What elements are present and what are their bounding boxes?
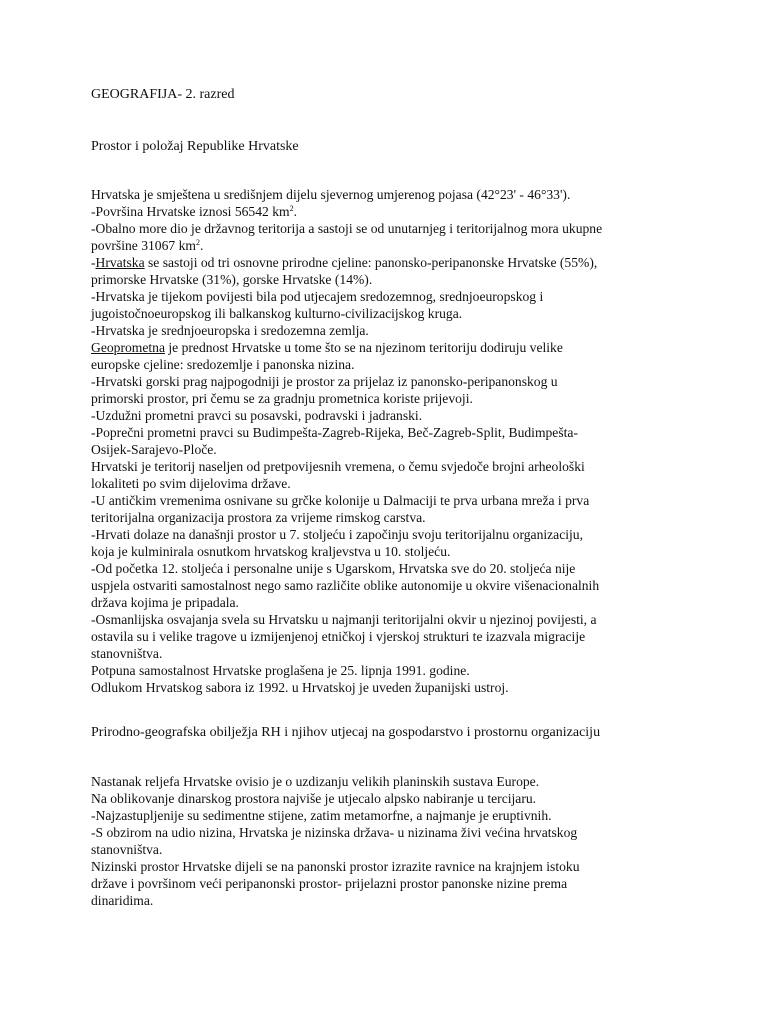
paragraph-line: država kojima je pripadala. bbox=[91, 595, 239, 610]
paragraph-line: Nizinski prostor Hrvatske dijeli se na panonski prostor izrazite ravnice na krajnjem istoku bbox=[91, 859, 580, 874]
paragraph-line: ostavila su i velike tragove u izmijenjenoj etničkoj i vjerskoj strukturi te izazvala migracije bbox=[91, 629, 586, 644]
section-title-prostor: Prostor i položaj Republike Hrvatske bbox=[91, 139, 299, 154]
paragraph-line: jugoistočnoeuropskog ili balkanskog kulturno-civilizacijskog kruga. bbox=[91, 306, 463, 321]
paragraph-line: Hrvatski je teritorij naseljen od pretpovijesnih vremena, o čemu svjedoče brojni arheološki bbox=[91, 459, 585, 474]
paragraph-line: Na oblikovanje dinarskog prostora najviše je utjecalo alpsko nabiranje u tercijaru. bbox=[91, 791, 537, 806]
paragraph-line: Hrvatska je smještena u središnjem dijelu sjevernog umjerenog pojasa (42°23' - 46°33'). bbox=[91, 187, 571, 202]
paragraph-line: -Obalno more dio je državnog teritorija a sastoji se od unutarnjeg i teritorijalnog mora ukupne bbox=[91, 221, 603, 236]
paragraph-line: Potpuna samostalnost Hrvatske proglašena je 25. lipnja 1991. godine. bbox=[91, 663, 470, 678]
underlined-term: Geoprometna bbox=[91, 340, 165, 355]
paragraph-line: europske cjeline: sredozemlje i panonska nizina. bbox=[91, 357, 355, 372]
paragraph-line: Osijek-Sarajevo-Ploče. bbox=[91, 442, 217, 457]
section-body-prostor bbox=[91, 186, 651, 696]
paragraph-line: uspjela ostvariti samostalnost nego samo različite oblike autonomije u okvire višenacionalnih bbox=[91, 578, 600, 593]
paragraph-line: -S obzirom na udio nizina, Hrvatska je nizinska država- u nizinama živi većina hrvatskog bbox=[91, 825, 578, 840]
paragraph-line: dinaridima. bbox=[91, 893, 154, 908]
paragraph-line: -Površina Hrvatske iznosi 56542 $km^2$. bbox=[91, 204, 298, 219]
paragraph-line: stanovništva. bbox=[91, 646, 163, 661]
paragraph-line: Nastanak reljefa Hrvatske ovisio je o uzdizanju velikih planinskih sustava Europe. bbox=[91, 774, 540, 789]
paragraph-line: -Poprečni prometni pravci su Budimpešta-Zagreb-Rijeka, Beč-Zagreb-Split, Budimpešta- bbox=[91, 425, 578, 440]
paragraph-line: -Hrvatska je tijekom povijesti bila pod utjecajem sredozemnog, srednjoeuropskog i bbox=[91, 289, 544, 304]
document-title: GEOGRAFIJA- 2. razred bbox=[91, 87, 235, 102]
paragraph-line: teritorijalna organizacija prostora za vrijeme rimskog carstva. bbox=[91, 510, 426, 525]
underlined-term: Hrvatska bbox=[95, 255, 145, 270]
paragraph-line: primorski prostor, pri čemu se za gradnju prometnica koriste prijevoji. bbox=[91, 391, 473, 406]
paragraph-line: -U antičkim vremenima osnivane su grčke kolonije u Dalmaciji te prva urbana mreža i prva bbox=[91, 493, 590, 508]
paragraph-line: -Hrvatska se sastoji od tri osnovne prirodne cjeline: panonsko-peripanonske Hrvatske (55%), bbox=[91, 255, 598, 270]
paragraph-line: koja je kulminirala osnutkom hrvatskog kraljevstva u 10. stoljeću. bbox=[91, 544, 451, 559]
section-title-prirodno: Prirodno-geografska obilježja RH i njihov utjecaj na gospodarstvo i prostornu organizaciju bbox=[91, 725, 601, 740]
paragraph-line: primorske Hrvatske (31%), gorske Hrvatske (14%). bbox=[91, 272, 373, 287]
superscript: 2 bbox=[289, 204, 294, 213]
paragraph-line: površine 31067 $km^2$. bbox=[91, 238, 204, 253]
paragraph-line: -Najzastupljenije su sedimentne stijene, zatim metamorfne, a najmanje je eruptivnih. bbox=[91, 808, 552, 823]
paragraph-line: -Hrvati dolaze na današnji prostor u 7. stoljeću i započinju svoju teritorijalnu organizaciju, bbox=[91, 527, 584, 542]
paragraph-line: -Od početka 12. stoljeća i personalne unije s Ugarskom, Hrvatska sve do 20. stoljeća nije bbox=[91, 561, 576, 576]
paragraph-line: lokaliteti po svim dijelovima države. bbox=[91, 476, 291, 491]
paragraph-line: -Uzdužni prometni pravci su posavski, podravski i jadranski. bbox=[91, 408, 423, 423]
section-body-prirodno bbox=[91, 773, 651, 909]
paragraph-line: stanovništva. bbox=[91, 842, 163, 857]
paragraph-line: Odlukom Hrvatskog sabora iz 1992. u Hrvatskoj je uveden županijski ustroj. bbox=[91, 680, 509, 695]
superscript: 2 bbox=[195, 238, 200, 247]
paragraph-line: Geoprometna je prednost Hrvatske u tome što se na njezinom teritoriju dodiruju velike bbox=[91, 340, 563, 355]
paragraph-line: države i površinom veći peripanonski prostor- prijelazni prostor panonske nizine prema bbox=[91, 876, 568, 891]
paragraph-line: -Hrvatski gorski prag najpogodniji je prostor za prijelaz iz panonsko-peripanonskog u bbox=[91, 374, 558, 389]
paragraph-line: -Osmanlijska osvajanja svela su Hrvatsku u najmanji teritorijalni okvir u njezinoj povijesti, a bbox=[91, 612, 597, 627]
paragraph-line: -Hrvatska je srednjoeuropska i sredozemna zemlja. bbox=[91, 323, 369, 338]
